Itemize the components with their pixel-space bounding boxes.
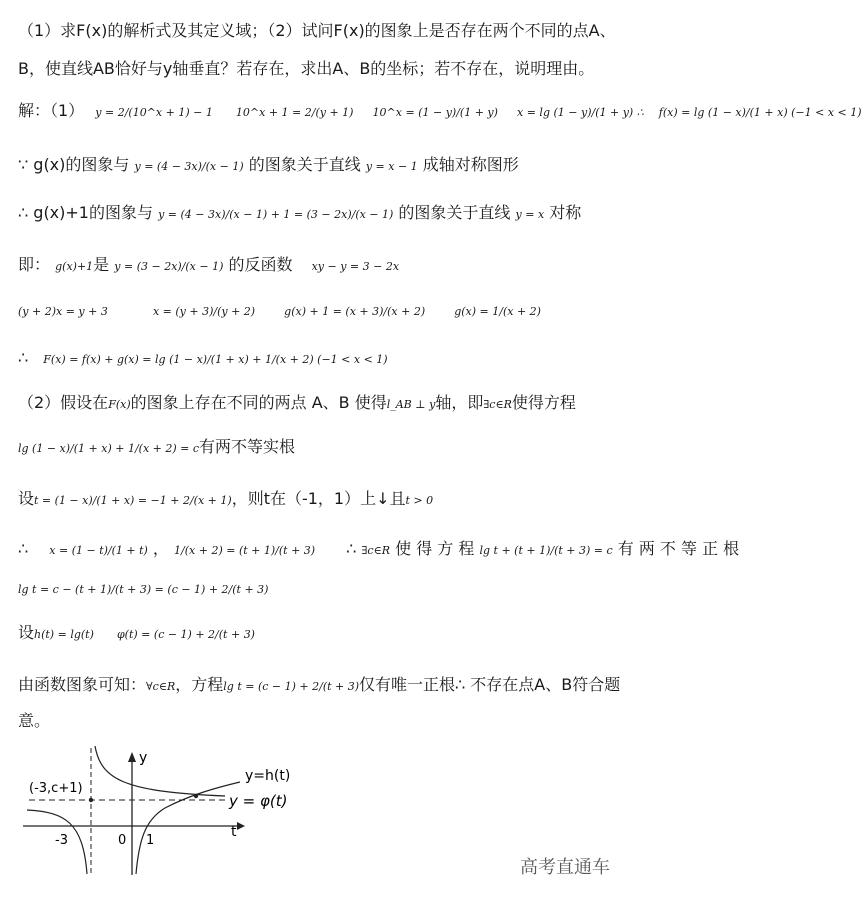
part2-line-2 <box>18 434 295 457</box>
intersection-point <box>194 794 198 798</box>
y-axis-arrow <box>128 752 136 762</box>
p2-text-5: 有两不等实根 <box>199 437 296 456</box>
ji-eq-2: xy − y = 3 − 2x <box>311 260 400 273</box>
conclusion-3: 仅有唯一正根∴ 不存在点A、B符合题 <box>359 675 621 694</box>
phi-eq: φ(t) = (c − 1) + 2/(t + 3) <box>116 628 255 641</box>
y-axis-label: y <box>139 750 148 766</box>
g1-text-3: 对称 <box>549 203 582 222</box>
solution-line-5 <box>18 300 541 319</box>
therefore-symbol-3: ∴ <box>18 539 29 558</box>
p2-perp: l_AB ⊥ y <box>386 398 436 411</box>
eq-a: (y + 2)x = y + 3 <box>18 305 108 318</box>
h-label: y=h(t) <box>245 768 291 784</box>
because-symbol: ∵ <box>18 155 29 174</box>
g-text-2: 的图象关于直线 <box>248 155 361 174</box>
part1-question: （1）求F(x)的解析式及其定义域； <box>18 21 268 40</box>
g-line: y = x − 1 <box>365 160 418 173</box>
g1-line: y = x <box>515 208 545 221</box>
conclusion-line-1 <box>18 672 620 695</box>
eq-y: y = 2/(10^x + 1) − 1 <box>95 106 213 119</box>
therefore-symbol-2: ∴ <box>18 348 29 367</box>
conclusion-line-2: 意。 <box>18 711 51 730</box>
tick-1: 1 <box>146 833 155 848</box>
g-text-3: 成轴对称图形 <box>422 155 519 174</box>
t-axis-arrow <box>237 822 245 830</box>
eq-F: F(x) = f(x) + g(x) = lg (1 − x)/(1 + x) + 1/(x + 2) (−1 < x < 1) <box>43 353 388 366</box>
tick-neg3: -3 <box>55 833 68 848</box>
solution-line-2 <box>18 152 519 175</box>
g1-text-2: 的图象关于直线 <box>398 203 511 222</box>
p2-F: F(x) <box>108 398 131 411</box>
t-text: ，则t在（-1，1）上↓且 <box>231 489 406 508</box>
she-label-2: 设 <box>18 623 35 642</box>
eq-x: x = lg (1 − y)/(1 + y) ∴ <box>517 106 644 119</box>
exists-text: 使 得 方 程 <box>395 539 475 558</box>
solution-line-3 <box>18 200 581 223</box>
ji-label: 即： <box>18 255 51 274</box>
eq-d: g(x) = 1/(x + 2) <box>454 305 541 318</box>
p2-text-3: 轴，即 <box>435 393 484 412</box>
p2-exists: ∃c∈R <box>483 398 512 411</box>
conclusion-eq: lg t = (c − 1) + 2/(t + 3) <box>223 680 360 693</box>
exists-c: ∃c∈R <box>361 544 391 557</box>
eq-b: x = (y + 3)/(y + 2) <box>152 305 256 318</box>
p2-text-1: （2）假设在 <box>18 393 109 412</box>
g1-eq: y = (4 − 3x)/(x − 1) + 1 = (3 − 2x)/(x − 1) <box>158 208 394 221</box>
h-eq: h(t) = lg(t) <box>34 628 94 641</box>
forall-c: ∀c∈R <box>146 680 176 693</box>
solution-line-6 <box>18 348 388 367</box>
phi-right-branch <box>95 746 225 796</box>
part2-line-3 <box>18 486 433 509</box>
ji-g: g(x)+1 <box>55 260 94 273</box>
solution-line-1 <box>18 98 862 121</box>
therefore-symbol: ∴ <box>18 203 29 222</box>
eq-frac-t: 1/(x + 2) = (t + 1)/(t + 3) <box>174 544 316 557</box>
exists-text-2: 有 两 不 等 正 根 <box>617 539 740 558</box>
part2-line-4 <box>18 536 739 559</box>
eq-c: g(x) + 1 = (x + 3)/(x + 2) <box>284 305 426 318</box>
g-eq-1: y = (4 − 3x)/(x − 1) <box>134 160 244 173</box>
conclusion-2: ，方程 <box>175 675 224 694</box>
part2-line-1 <box>18 390 576 413</box>
p2-text-4: 使得方程 <box>511 393 576 412</box>
part2-line-6 <box>18 620 255 643</box>
t-eq: t = (1 − x)/(1 + x) = −1 + 2/(x + 1) <box>34 494 232 507</box>
p2-text-2: 的图象上存在不同的两点 A、B 使得 <box>130 393 387 412</box>
g1-text-1: g(x)+1的图象与 <box>33 203 153 222</box>
eq-x-t: x = (1 − t)/(1 + t) <box>49 544 148 557</box>
ji-shi: 是 <box>93 255 110 274</box>
eq-10x: 10^x + 1 = 2/(y + 1) <box>235 106 354 119</box>
t-axis-label: t <box>231 824 237 840</box>
conclusion-1: 由函数图象可知： <box>18 675 147 694</box>
eq-lgt: lg t = c − (t + 1)/(t + 3) = (c − 1) + 2/(t + 3) <box>18 583 269 596</box>
exists-eq: lg t + (t + 1)/(t + 3) = c <box>479 544 613 557</box>
problem-line-2: B，使直线AB恰好与y轴垂直？若存在，求出A、B的坐标；若不存在，说明理由。 <box>18 59 595 78</box>
watermark: 高考直通车 <box>520 857 610 878</box>
jie-label: 解：（1） <box>18 101 85 120</box>
g-text-1: g(x)的图象与 <box>33 155 130 174</box>
p2-eq: lg (1 − x)/(1 + x) + 1/(x + 2) = c <box>18 442 200 455</box>
function-graph <box>15 740 345 880</box>
point-label: (-3,c+1) <box>29 781 83 796</box>
point-marker <box>89 798 93 802</box>
comma: ， <box>152 539 169 558</box>
eq-f: f(x) = lg (1 − x)/(1 + x) (−1 < x < 1) <box>658 106 862 119</box>
therefore-symbol-4: ∴ <box>346 539 357 558</box>
part2-question: （2）试问F(x)的图象上是否存在两个不同的点A、 <box>267 21 616 40</box>
phi-label: y = φ(t) <box>229 792 288 810</box>
ji-text: 的反函数 <box>228 255 293 274</box>
eq-10x-2: 10^x = (1 − y)/(1 + y) <box>372 106 498 119</box>
solution-line-4 <box>18 252 399 275</box>
problem-line-1 <box>18 18 616 41</box>
she-label: 设 <box>18 489 35 508</box>
part2-line-5 <box>18 578 268 597</box>
t-pos: t > 0 <box>405 494 434 507</box>
tick-0: 0 <box>118 833 127 848</box>
ji-eq: y = (3 − 2x)/(x − 1) <box>114 260 224 273</box>
